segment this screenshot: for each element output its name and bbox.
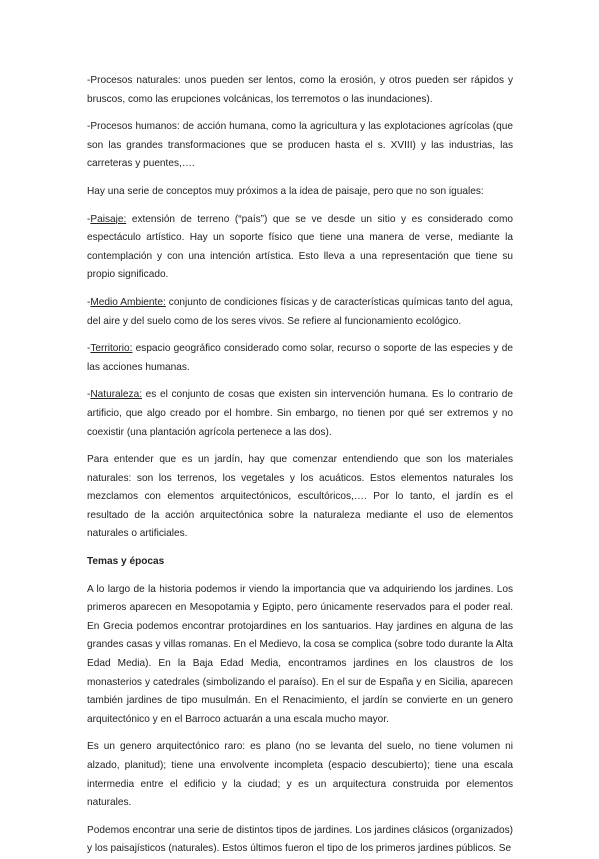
paragraph-procesos-naturales: -Procesos naturales: unos pueden ser lentos, como la erosión, y otros pueden ser rápidos y bruscos, como las erupciones volcánicas, los terremotos o las inundaciones). (87, 75, 513, 105)
definition-paisaje: -Paisaje: extensión de terreno (“país”) que se ve desde un sitio y es considerado como espectáculo artístico. Hay un soporte físico que tiene una manera de verse, mediante la contemplación y con una intención artística. Esto lleva a una representación que tiene su propio significado. (87, 213, 513, 281)
definition-text: extensión de terreno (“país”) que se ve desde un sitio y es considerado como espectáculo artístico. Hay un soporte físico que tiene una manera de verse, mediante la contemplación y con una intención artística. Esto lleva a una representación que tiene su propio significado. (87, 213, 513, 281)
definition-medio-ambiente: -Medio Ambiente: conjunto de condiciones físicas y de características químicas tanto del agua, del aire y del suelo como de los seres vivos. Se refiere al funcionamiento ecológico. (87, 296, 514, 327)
definition-territorio: -Territorio: espacio geográfico considerado como solar, recurso o soporte de las especies y de las acciones humanas. (87, 343, 513, 373)
paragraph-genero: Es un genero arquitectónico raro: es plano (no se levanta del suelo, no tiene volumen ni alzado, planitud); tiene una envolvente incompleta (espacio descubierto); tiene una escala intermedia entre el edificio y la ciudad; y es un arquitectura construida por elementos naturales. (87, 741, 513, 809)
definition-text: espacio geográfico considerado como solar, recurso o soporte de las especies y de las acciones humanas. (87, 343, 513, 373)
term-paisaje: Paisaje: (90, 213, 127, 225)
term-territorio: Territorio: (90, 343, 133, 355)
paragraph-tipos: Podemos encontrar una serie de distintos tipos de jardines. Los jardines clásicos (organizados) y los paisajísticos (naturales). Estos últimos fueron el tipo de los primeros jardines públicos. Se (87, 824, 513, 855)
section-heading: Temas y épocas (87, 556, 165, 568)
term-medio-ambiente: Medio Ambiente: (90, 296, 166, 308)
definition-text: conjunto de condiciones físicas y de características químicas tanto del agua, del aire y del suelo como de los seres vivos. Se refiere al funcionamiento ecológico. (87, 296, 514, 327)
definition-naturaleza: -Naturaleza: es el conjunto de cosas que existen sin intervención humana. Es lo contrario de artificio, que algo creado por el hombre. Sin embargo, no tienen por qué ser extremos y no coexistir (una plantación agrícola pertenece a las dos). (87, 389, 513, 438)
definition-text: es el conjunto de cosas que existen sin intervención humana. Es lo contrario de artificio, que algo creado por el hombre. Sin embargo, no tienen por qué ser extremos y no coexistir (una plantación agrícola pertenece a las dos). (87, 389, 513, 438)
paragraph-procesos-humanos: -Procesos humanos: de acción humana, como la agricultura y las explotaciones agrícolas (que son las grandes transformaciones que se producen hasta el s. XVIII) y las industrias, las carreteras y puentes,…. (87, 121, 513, 170)
paragraph-conceptos-intro: Hay una serie de conceptos muy próximos a la idea de paisaje, pero que no son iguales: (87, 185, 484, 197)
term-naturaleza: Naturaleza: (90, 389, 142, 401)
paragraph-historia: A lo largo de la historia podemos ir viendo la importancia que va adquiriendo los jardines. Los primeros aparecen en Mesopotamia y Egipto, pero únicamente reservados para el poder real. En Grecia podemos encontrar protojardines en los santuarios. Hay jardines en alguna de las grandes casas y villas romanas. En el Medievo, la cosa se complica (sobre todo durante la Alta Edad Media). En la Baja Edad Media, encontramos jardines en los claustros de los monasterios y catedrales (simbolizando el paraíso). En el sur de España y en Sicilia, aparecen también jardines de tipo musulmán. En el Renacimiento, el jardín se convierte en un genero arquitectónico y en el Barroco actuarán a una escala mucho mayor. (87, 583, 513, 725)
paragraph-jardin: Para entender que es un jardín, hay que comenzar entendiendo que son los materiales naturales: son los terrenos, los vegetales y los acuáticos. Estos elementos naturales los mezclamos con elementos arquitectónicos, escultóricos,…. Por lo tanto, el jardín es el resultado de la acción arquitectónica sobre la naturaleza mediante el uso de elementos naturales o artificiales. (87, 454, 513, 540)
